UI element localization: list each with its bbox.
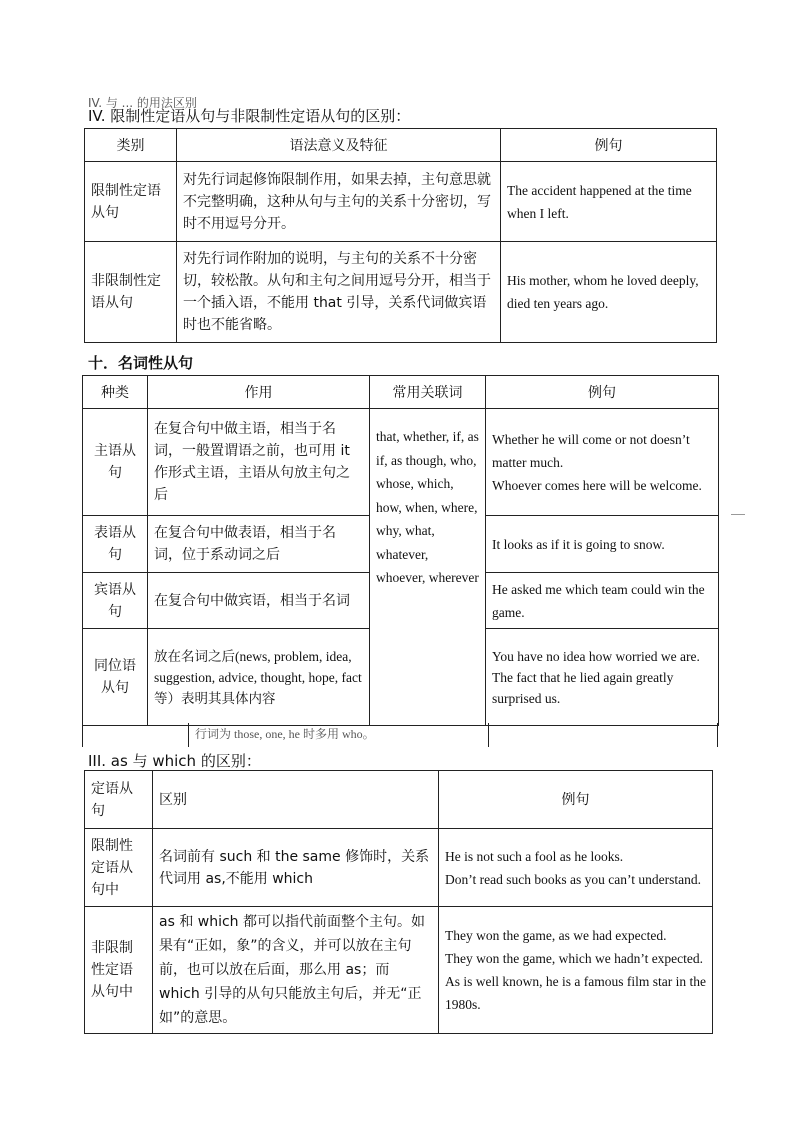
header-function: 作用 [148, 376, 370, 409]
table-as-which [84, 770, 713, 1034]
kind-cell: 同位语从句 [83, 629, 148, 726]
function-cell: 在复合句中做主语，相当于名词，一般置谓语之前，也可用 it 作形式主语，主语从句放主句之后 [148, 409, 370, 516]
table-row [85, 907, 713, 1034]
kind-cell: 宾语从句 [83, 573, 148, 629]
example-cell: He is not such a fool as he looks. Don’t read such books as you can’t understand. [439, 829, 713, 907]
table-row [85, 162, 717, 242]
header-example: 例句 [501, 129, 717, 162]
overflow-strip [82, 723, 719, 747]
table-clause-comparison [84, 128, 717, 343]
category-cell: 限制性定语从句 [85, 162, 177, 242]
function-cell: 放在名词之后(news, problem, idea, suggestion, advice, thought, hope, fact 等）表明其具体内容 [148, 629, 370, 726]
example-cell: It looks as if it is going to snow. [486, 516, 719, 573]
example-cell: They won the game, as we had expected. They won the game, which we hadn’t expected. As is well known, he is a famous film star in the 1980s. [439, 907, 713, 1034]
category-cell: 限制性定语从句中 [85, 829, 153, 907]
side-mark [731, 514, 745, 515]
example-cell: You have no idea how worried we are. The fact that he lied again greatly surprised us. [486, 629, 719, 726]
example-cell: His mother, whom he loved deeply, died ten years ago. [501, 242, 717, 343]
header-kind: 种类 [83, 376, 148, 409]
example-cell: The accident happened at the time when I left. [501, 162, 717, 242]
example-cell: He asked me which team could win the game. [486, 573, 719, 629]
header-example: 例句 [439, 771, 713, 829]
category-cell: 非限制性定语从句中 [85, 907, 153, 1034]
section-iv-title: IV. 限制性定语从句与非限制性定语从句的区别： [88, 107, 411, 125]
table-noun-clauses [82, 375, 719, 726]
header-example: 例句 [486, 376, 719, 409]
category-cell: 非限制性定语从句 [85, 242, 177, 343]
table-row [83, 409, 719, 516]
overflow-text: 行词为 those, one, he 时多用 who。 [195, 727, 375, 741]
table-row [85, 829, 713, 907]
difference-cell: as 和 which 都可以指代前面整个主句。如果有“正如，象”的含义，并可以放在主句前，也可以放在后面，那么用 as；而 which 引导的从句只能放主句后，并无“正如”的意思。 [153, 907, 439, 1034]
feature-cell: 对先行词作附加的说明，与主句的关系不十分密切，较松散。从句和主句之间用逗号分开，相当于一个插入语，不能用 that 引导，关系代词做宾语时也不能省略。 [177, 242, 501, 343]
header-feature: 语法意义及特征 [177, 129, 501, 162]
feature-cell: 对先行词起修饰限制作用，如果去掉，主句意思就不完整明确，这种从句与主句的关系十分密切，写时不用逗号分开。 [177, 162, 501, 242]
function-cell: 在复合句中做宾语，相当于名词 [148, 573, 370, 629]
header-clause: 定语从句 [85, 771, 153, 829]
function-cell: 在复合句中做表语，相当于名词，位于系动词之后 [148, 516, 370, 573]
ghost-heading: IV. 与 ... 的用法区别 [88, 96, 197, 110]
section-10-title: 十．名词性从句 [88, 354, 194, 372]
header-category: 类别 [85, 129, 177, 162]
table-row [85, 242, 717, 343]
section-iii-title: III. as 与 which 的区别： [88, 752, 261, 770]
header-connectors: 常用关联词 [370, 376, 486, 409]
header-difference: 区别 [153, 771, 439, 829]
connectors-cell: that, whether, if, as if, as though, who, whose, which, how, when, where, why, what, whatever, whoever, wherever [370, 409, 486, 726]
example-cell: Whether he will come or not doesn’t matter much. Whoever comes here will be welcome. [486, 409, 719, 516]
kind-cell: 表语从句 [83, 516, 148, 573]
difference-cell: 名词前有 such 和 the same 修饰时，关系代词用 as,不能用 which [153, 829, 439, 907]
kind-cell: 主语从句 [83, 409, 148, 516]
